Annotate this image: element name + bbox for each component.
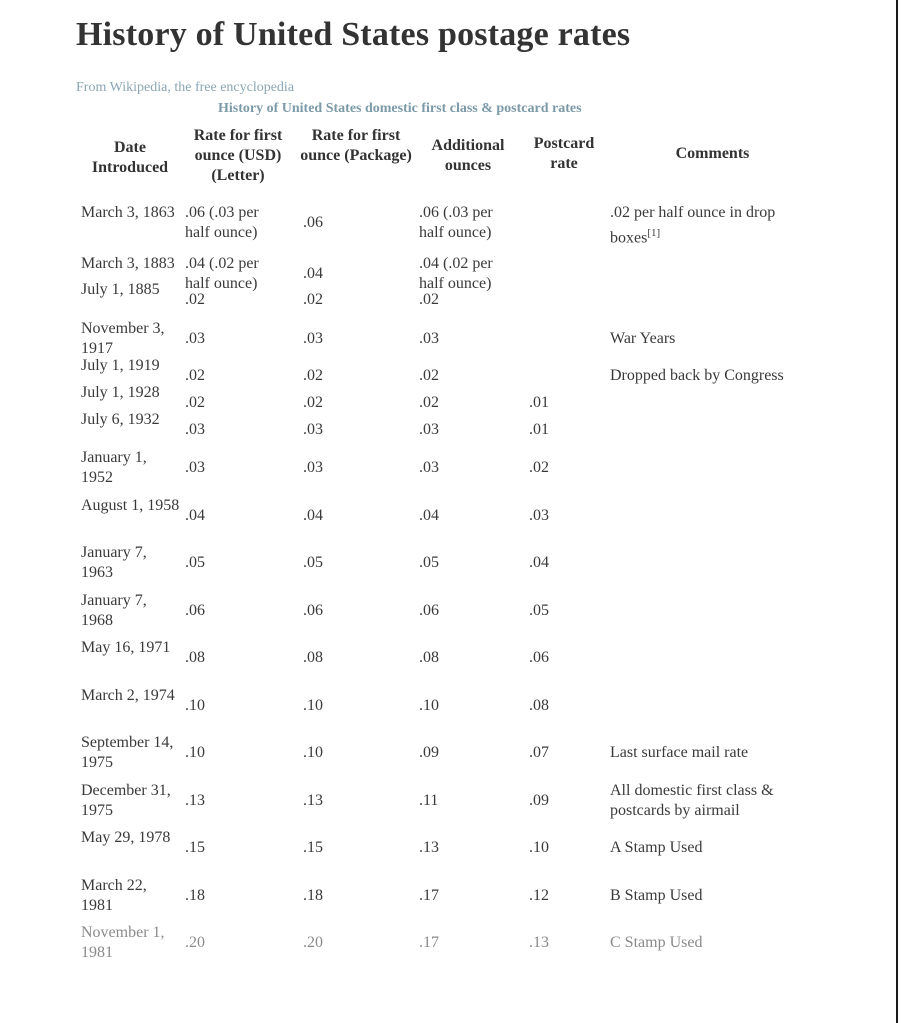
cell-additional-ounces: .02 — [419, 394, 439, 411]
cell-package-rate: .05 — [303, 554, 323, 571]
cell-additional-ounces: .04 (.02 per half ounce) — [419, 255, 493, 292]
cell-package-rate: .04 — [303, 265, 323, 282]
cell-date: August 1, 1958 — [81, 497, 180, 514]
cell-package-rate: .02 — [303, 394, 323, 411]
footnote-reference[interactable]: [1] — [647, 227, 661, 239]
cell-package-rate: .03 — [303, 459, 323, 476]
cell-postcard-rate: .01 — [529, 394, 549, 411]
cell-additional-ounces: .06 (.03 per half ounce) — [419, 204, 493, 241]
comment-text: .02 per half ounce in drop boxes — [610, 204, 776, 247]
cell-date: January 7, 1968 — [81, 592, 147, 629]
cell-date: May 29, 1978 — [81, 829, 171, 846]
cell-postcard-rate: .05 — [529, 602, 549, 619]
cell-package-rate: .18 — [303, 887, 323, 904]
cell-comment — [610, 781, 815, 821]
cell-letter-rate: .03 — [185, 330, 205, 347]
cell-postcard-rate: .04 — [529, 554, 549, 571]
cell-additional-ounces: .05 — [419, 554, 439, 571]
cell-letter-rate: .03 — [185, 421, 205, 438]
cell-postcard-rate: .10 — [529, 839, 549, 856]
cell-comment — [610, 933, 815, 953]
cell-letter-rate: .13 — [185, 792, 205, 809]
header-additional-ounces: Additional ounces — [431, 137, 505, 174]
cell-additional-ounces: .03 — [419, 421, 439, 438]
cell-comment — [610, 838, 815, 858]
cell-additional-ounces: .17 — [419, 887, 439, 904]
cell-date: November 1, 1981 — [81, 924, 165, 961]
page-title: History of United States postage rates — [76, 16, 631, 53]
cell-letter-rate: .02 — [185, 291, 205, 308]
cell-additional-ounces: .03 — [419, 330, 439, 347]
comment-text: B Stamp Used — [610, 887, 703, 904]
cell-comment — [610, 743, 815, 763]
cell-additional-ounces: .11 — [419, 792, 439, 809]
cell-postcard-rate: .08 — [529, 697, 549, 714]
cell-postcard-rate: .07 — [529, 744, 549, 761]
cell-package-rate: .02 — [303, 291, 323, 308]
cell-postcard-rate: .09 — [529, 792, 549, 809]
cell-date: March 2, 1974 — [81, 687, 175, 704]
cell-additional-ounces: .17 — [419, 934, 439, 951]
cell-package-rate: .10 — [303, 744, 323, 761]
cell-date: January 7, 1963 — [81, 544, 147, 581]
cell-package-rate: .13 — [303, 792, 323, 809]
cell-comment — [610, 203, 815, 248]
cell-date: March 22, 1981 — [81, 877, 147, 914]
cell-comment — [610, 886, 815, 906]
cell-package-rate: .10 — [303, 697, 323, 714]
cell-letter-rate: .15 — [185, 839, 205, 856]
cell-date: July 1, 1919 — [81, 357, 160, 374]
cell-date: July 1, 1885 — [81, 281, 160, 298]
cell-date: December 31, 1975 — [81, 782, 171, 819]
comment-text: C Stamp Used — [610, 934, 703, 951]
comment-text: A Stamp Used — [610, 839, 703, 856]
cell-letter-rate: .08 — [185, 649, 205, 666]
cell-package-rate: .20 — [303, 934, 323, 951]
cell-letter-rate: .06 (.03 per half ounce) — [185, 204, 259, 241]
comment-text: Dropped back by Congress — [610, 367, 784, 384]
cell-postcard-rate: .13 — [529, 934, 549, 951]
cell-letter-rate: .04 (.02 per half ounce) — [185, 255, 259, 292]
cell-date: July 1, 1928 — [81, 384, 160, 401]
cell-additional-ounces: .10 — [419, 697, 439, 714]
header-package-rate: Rate for first ounce (Package) — [300, 127, 412, 164]
cell-comment — [610, 366, 815, 386]
cell-additional-ounces: .02 — [419, 291, 439, 308]
cell-postcard-rate: .02 — [529, 459, 549, 476]
cell-date: November 3, 1917 — [81, 320, 165, 357]
cell-additional-ounces: .13 — [419, 839, 439, 856]
cell-letter-rate: .04 — [185, 507, 205, 524]
cell-letter-rate: .18 — [185, 887, 205, 904]
cell-letter-rate: .02 — [185, 367, 205, 384]
cell-additional-ounces: .08 — [419, 649, 439, 666]
cell-date: March 3, 1883 — [81, 255, 175, 272]
comment-text: Last surface mail rate — [610, 744, 749, 761]
cell-letter-rate: .05 — [185, 554, 205, 571]
cell-letter-rate: .03 — [185, 459, 205, 476]
header-postcard-rate: Postcard rate — [533, 135, 595, 172]
cell-additional-ounces: .06 — [419, 602, 439, 619]
table-caption: History of United States domestic first class & postcard rates — [218, 101, 582, 116]
cell-date: January 1, 1952 — [81, 449, 147, 486]
header-date: Date Introduced — [91, 139, 169, 176]
cell-postcard-rate: .12 — [529, 887, 549, 904]
cell-date: July 6, 1932 — [81, 411, 160, 428]
cell-package-rate: .06 — [303, 602, 323, 619]
cell-package-rate: .06 — [303, 214, 323, 231]
cell-package-rate: .15 — [303, 839, 323, 856]
cell-date: September 14, 1975 — [81, 734, 174, 771]
cell-package-rate: .08 — [303, 649, 323, 666]
header-comments: Comments — [675, 145, 750, 162]
cell-package-rate: .02 — [303, 367, 323, 384]
cell-letter-rate: .06 — [185, 602, 205, 619]
comment-text: War Years — [610, 330, 676, 347]
cell-letter-rate: .02 — [185, 394, 205, 411]
cell-comment — [610, 329, 815, 349]
cell-additional-ounces: .04 — [419, 507, 439, 524]
cell-package-rate: .03 — [303, 421, 323, 438]
header-letter-rate: Rate for first ounce (USD) (Letter) — [193, 127, 283, 184]
cell-letter-rate: .20 — [185, 934, 205, 951]
cell-package-rate: .03 — [303, 330, 323, 347]
cell-postcard-rate: .06 — [529, 649, 549, 666]
cell-additional-ounces: .03 — [419, 459, 439, 476]
comment-text: All domestic first class & postcards by airmail — [610, 782, 774, 819]
source-line: From Wikipedia, the free encyclopedia — [76, 80, 295, 95]
scan-edge — [896, 0, 898, 1023]
cell-postcard-rate: .03 — [529, 507, 549, 524]
cell-additional-ounces: .02 — [419, 367, 439, 384]
cell-additional-ounces: .09 — [419, 744, 439, 761]
cell-date: March 3, 1863 — [81, 204, 175, 221]
cell-date: May 16, 1971 — [81, 639, 171, 656]
cell-package-rate: .04 — [303, 507, 323, 524]
cell-letter-rate: .10 — [185, 697, 205, 714]
cell-letter-rate: .10 — [185, 744, 205, 761]
cell-postcard-rate: .01 — [529, 421, 549, 438]
